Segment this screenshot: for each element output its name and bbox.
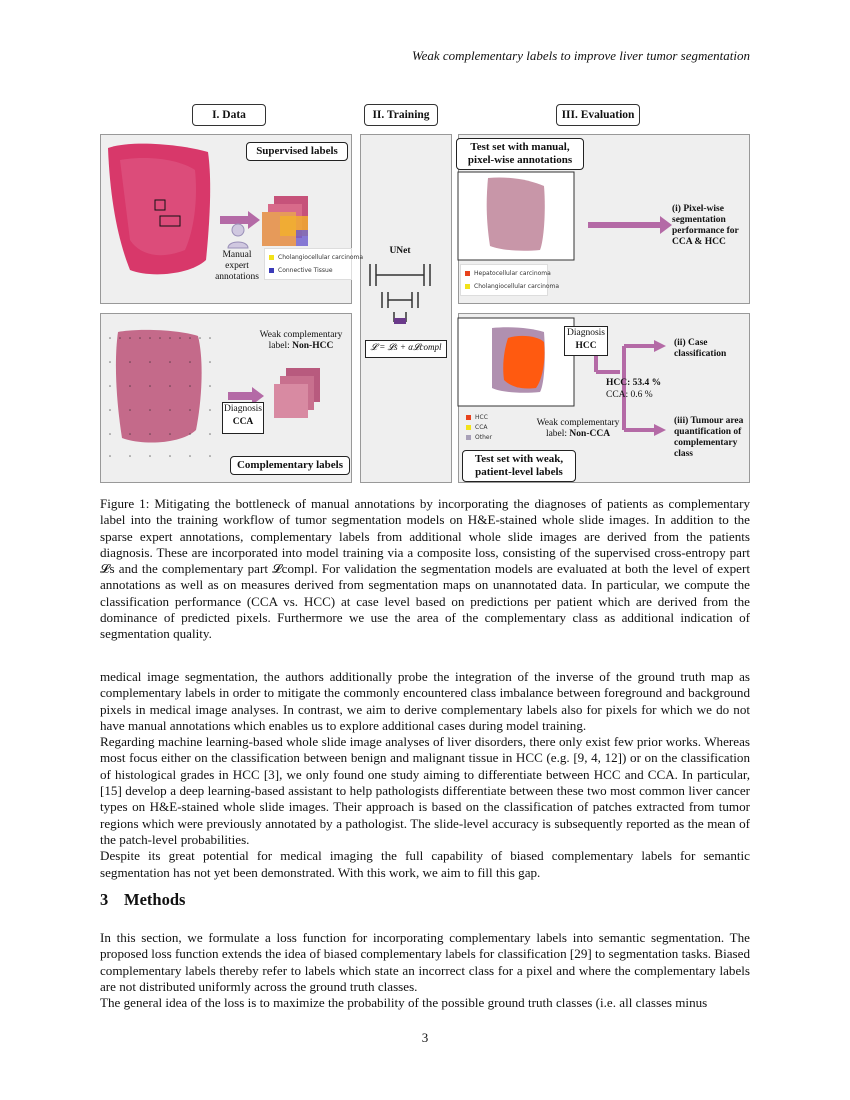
label-unet: UNet <box>389 246 411 256</box>
paragraph: In this section, we formulate a loss function for incorporating complementary labels into semantic segmentation. The proposed loss function extends the idea of biased complementary labels for classification [29] to segmentation tasks. Biased complementary labels thereby refer to labels which state an incorrect class for a pixel and where the complementary labels are not distributed uniformly across the ground truth classes. <box>100 930 750 994</box>
legend-eval-bottom: HCC CCA Other <box>466 414 506 448</box>
legend-hcc: Hepatocellular carcinoma <box>474 270 551 277</box>
header-evaluation: III. Evaluation <box>556 104 640 126</box>
hcc-prediction-mask <box>503 336 544 389</box>
legend-connective: Connective Tissue <box>278 267 333 274</box>
header-data: I. Data <box>192 104 266 126</box>
section-heading: 3 Methods <box>100 890 186 909</box>
box-diagnosis-cca: Diagnosis CCA <box>222 402 264 434</box>
paragraph: medical image segmentation, the authors additionally probe the integration of the inverse of the ground truth map as complementary labels in order to mitigate the commonly encountered class imbalance between foreground and background pixels in medical image analyses. In contrast, we aim to derive complementary labels also for pixels for which we do not have manual annotations which enables us to explore additional cases during model training. <box>100 669 750 733</box>
legend-cca-eval: Cholangiocellular carcinoma <box>474 283 560 290</box>
unet-icon <box>370 264 430 322</box>
slide-tissue-weak <box>116 330 202 443</box>
label-weak-complementary: Weak complementary label: Non-HCC <box>259 330 343 351</box>
legend-top <box>264 248 364 280</box>
person-icon <box>232 224 244 236</box>
arrow-icon <box>654 340 666 352</box>
slide-test-manual <box>487 177 545 250</box>
paragraph: Despite its great potential for medical imaging the full capability of biased complementary labels for semantic segmentation has not yet been demonstrated. With this work, we aim to fill this gap. <box>100 848 750 880</box>
running-title: Weak complementary labels to improve liver tumor segmentation <box>411 48 750 63</box>
legend-cca: Cholangiocellular carcinoma <box>278 254 364 261</box>
label-tumour-area: (iii) Tumour area quantification of complementary class <box>674 416 744 459</box>
label-pixelwise: (i) Pixel-wise segmentation performance for CCA & HCC <box>672 204 739 247</box>
arrow-icon <box>654 424 666 436</box>
methods-text <box>100 930 750 1011</box>
page-number: 3 <box>421 1030 429 1045</box>
body-text <box>100 669 750 881</box>
label-weak-eval: Weak complementary label: Non-CCA <box>536 418 620 439</box>
box-diagnosis-hcc: Diagnosis HCC <box>564 326 608 356</box>
figure-1 <box>100 100 750 485</box>
cca-percentage: CCA: 0.6 % <box>606 390 653 400</box>
arrow-icon <box>588 216 672 234</box>
header-training: II. Training <box>364 104 438 126</box>
loss-formula: 𝓛 = 𝓛s + α𝓛compl <box>365 340 447 358</box>
label-test-manual: Test set with manual, pixel-wise annotations <box>456 138 584 170</box>
figure-caption: Figure 1: Mitigating the bottleneck of manual annotations by incorporating the diagnoses of patients as complementary label into the training workflow of tumor segmentation models on H&E-stained whole slide images. In addition to the sparse expert annotations, complementary labels from additional whole slide images are derived from the patients diagnosis. These are incorporated into model training via a composite loss, consisting of the supervised cross-entropy part 𝓛s and the complementary part 𝓛compl. For validation the segmentation models are evaluated at both the level of expert annotations as well as on measures derived from segmentation maps on unannotated data. In particular, we compute the classification performance (CCA vs. HCC) at case level based on predictions per patient which are derived from the dominance of predicted pixels. Furthermore we use the area of the complementary class as additional indication of segmentation quality. <box>100 496 750 642</box>
label-manual-expert: Manual expert annotations <box>215 250 259 282</box>
hcc-percentage: HCC: 53.4 % <box>606 378 662 388</box>
legend-eval-top <box>460 264 560 296</box>
paragraph: The general idea of the loss is to maximize the probability of the possible ground truth classes (i.e. all classes minus <box>100 995 708 1011</box>
label-case-classification: (ii) Case classification <box>674 338 727 359</box>
label-complementary: Complementary labels <box>230 456 350 475</box>
label-supervised: Supervised labels <box>246 142 348 161</box>
paragraph: Regarding machine learning-based whole slide image analyses of liver disorders, there only exist few prior works. Whereas most focus either on the classification between benign and malignant tissue in HCC (e.g. [9, 4, 12]) or on the classification of histological grades in HCC [3], we only found one study aiming to differentiate between HCC and CCA. In particular, [15] develop a deep learning-based assistant to help pathologists differentiate between these two most common liver cancer types on H&E-stained whole slide images. Their approach is based on the classification of patches extracted from tumor regions which were previously annotated by a pathologist. The slide-level accuracy is subsequently reported as the mean of the patch-level probabilities. <box>100 734 750 847</box>
figure-graphics <box>100 100 750 485</box>
label-test-weak: Test set with weak, patient-level labels <box>462 450 576 482</box>
